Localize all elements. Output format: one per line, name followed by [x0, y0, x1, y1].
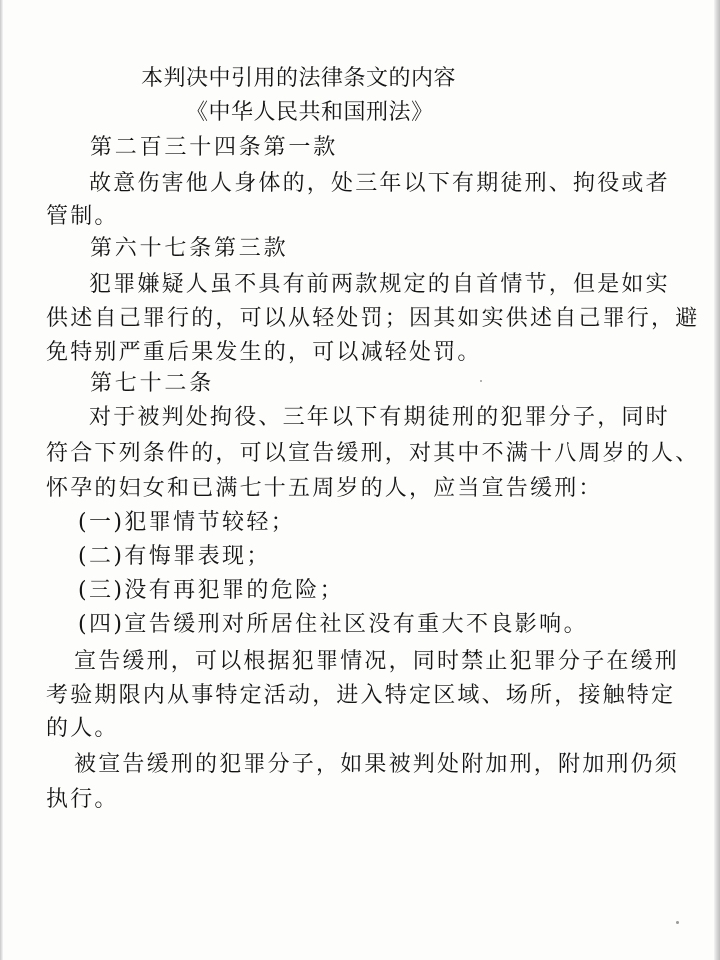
article-72-text-line: 执行。	[46, 787, 119, 812]
article-72-text-line: 宣告缓刑，可以根据犯罪情况，同时禁止犯罪分子在缓刑	[74, 649, 680, 674]
article-234-text-line: 故意伤害他人身体的，处三年以下有期徒刑、拘役或者	[89, 171, 670, 196]
law-name: 《中华人民共和国刑法》	[186, 100, 434, 125]
article-67-text-line: 供述自己罪行的，可以从轻处罚；因其如实供述自己罪行，避	[46, 306, 700, 331]
article-72-text-line: 对于被判处拘役、三年以下有期徒刑的犯罪分子，同时	[89, 405, 670, 430]
article-67-title: 第六十七条第三款	[90, 236, 289, 261]
article-72-text-line: 符合下列条件的，可以宣告缓刑，对其中不满十八周岁的人、	[46, 441, 700, 466]
article-72-text-line: 被宣告缓刑的犯罪分子，如果被判处附加刑，附加刑仍须	[74, 752, 680, 777]
article-234-text-line: 管制。	[46, 204, 119, 229]
article-67-text-line: 犯罪嫌疑人虽不具有前两款规定的自首情节，但是如实	[89, 272, 670, 297]
scan-edge-left	[0, 0, 3, 960]
condition-item: (一)犯罪情节较轻；	[78, 510, 296, 535]
article-72-text-line: 怀孕的妇女和已满七十五周岁的人，应当宣告缓刑：	[46, 476, 603, 501]
scan-speck	[480, 380, 482, 382]
scan-speck	[676, 921, 679, 924]
article-234-title: 第二百三十四条第一款	[90, 135, 339, 160]
article-67-text-line: 免特别严重后果发生的，可以减轻处罚。	[46, 340, 482, 365]
condition-item: (四)宣告缓刑对所居住社区没有重大不良影响。	[78, 612, 588, 637]
scan-edge-right	[714, 0, 720, 960]
condition-item: (三)没有再犯罪的危险；	[78, 578, 344, 603]
condition-item: (二)有悔罪表现；	[78, 544, 271, 569]
article-72-text-line: 考验期限内从事特定活动，进入特定区域、场所，接触特定	[46, 683, 676, 708]
article-72-title: 第七十二条	[90, 371, 215, 396]
article-72-text-line: 的人。	[46, 716, 119, 741]
document-title: 本判决中引用的法律条文的内容	[141, 66, 457, 91]
